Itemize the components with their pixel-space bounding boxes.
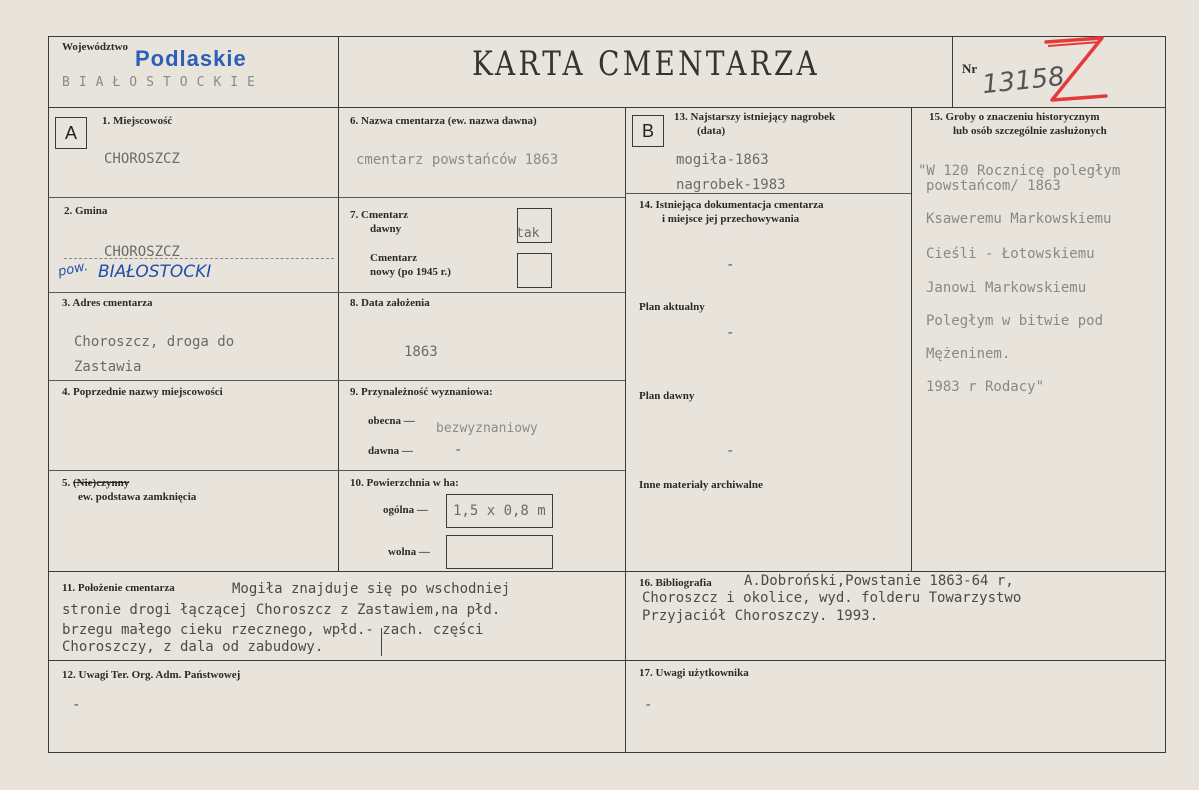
field-5-strike: (Nie): [73, 477, 97, 489]
field-5-label-line2: ew. podstawa zamknięcia: [78, 491, 197, 503]
nr-value: 13158: [980, 61, 1067, 101]
field-13-label-line2: (data): [697, 125, 726, 137]
section-b-box: B: [632, 115, 664, 147]
header-divider-1: [338, 36, 339, 108]
row-line-1: [48, 197, 625, 198]
field-15-label-line2: lub osób szczególnie zasłużonych: [953, 125, 1107, 137]
plan-aktualny-value: -: [726, 325, 735, 341]
wojewodztwo-label: Województwo: [62, 41, 128, 53]
field-11-label: 11. Położenie cmentarza: [62, 582, 175, 594]
field-10-wolna-box: [446, 535, 553, 569]
header-divider-2: [952, 36, 953, 108]
row-line-3: [48, 380, 625, 381]
field-7-nowy: nowy (po 1945 r.): [370, 266, 451, 278]
field-9-obecna-value: bezwyznaniowy: [436, 421, 538, 436]
field-1-value: CHOROSZCZ: [104, 151, 180, 167]
field-15-line-4: Cieśli - Łotowskiemu: [926, 246, 1095, 262]
frame-top: [48, 36, 1166, 37]
field-7-cmentarz2: Cmentarz: [370, 252, 418, 264]
red-z-mark: [1040, 34, 1110, 106]
field-9-dawna: dawna —: [368, 445, 413, 457]
field-2-underline: [64, 258, 334, 259]
header-bottom: [48, 107, 1166, 108]
field-9-obecna: obecna —: [368, 415, 415, 427]
inne-materialy-label: Inne materiały archiwalne: [639, 479, 763, 491]
frame-left: [48, 36, 49, 752]
col-divider-1: [338, 107, 339, 571]
field-15-line-6: Poległym w bitwie pod: [926, 313, 1104, 329]
bottom-line-2: [48, 660, 1166, 661]
frame-right: [1165, 36, 1166, 752]
pow-prefix: pow.: [56, 259, 90, 280]
field-7-dawny-value: tak: [516, 226, 540, 241]
field-15-line-2: powstańcom/ 1863: [926, 178, 1061, 194]
field-15-line-3: Ksaweremu Markowskiemu: [926, 211, 1112, 227]
field-12-value: -: [72, 697, 81, 713]
field-4-label: 4. Poprzednie nazwy miejscowości: [62, 386, 223, 398]
field-6-label: 6. Nazwa cmentarza (ew. nazwa dawna): [350, 115, 537, 127]
field-9-dawna-value: -: [454, 442, 463, 458]
wojewodztwo-typed: BIAŁOSTOCKIE: [62, 75, 264, 90]
field-11-line-1: Mogiła znajduje się po wschodniej: [232, 581, 511, 597]
plan-dawny-label: Plan dawny: [639, 390, 695, 402]
field-17-label: 17. Uwagi użytkownika: [639, 667, 749, 679]
plan-aktualny-label: Plan aktualny: [639, 301, 705, 313]
field-7-label: 7. Cmentarz: [350, 209, 409, 221]
field-9-label: 9. Przynależność wyznaniowa:: [350, 386, 493, 398]
field-5-rest: czynny: [96, 477, 130, 489]
field-11-line-3: brzegu małego cieku rzecznego, wpłd.- zach. części: [62, 622, 484, 638]
field-8-label: 8. Data założenia: [350, 297, 430, 309]
field-5-label: [62, 476, 129, 490]
field-12-label: 12. Uwagi Ter. Org. Adm. Państwowej: [62, 669, 241, 681]
field-7-dawny: dawny: [370, 223, 402, 235]
col-divider-2: [625, 107, 626, 752]
row-line-4: [48, 470, 625, 471]
nr-label: Nr: [962, 61, 978, 76]
field-11-line-2: stronie drogi łączącej Choroszcz z Zastawiem,na płd.: [62, 602, 501, 618]
field-13-value-line1: mogiła-1863: [676, 152, 769, 168]
field-16-line-3: Przyjaciół Choroszczy. 1993.: [642, 608, 879, 624]
pow-value: BIAŁOSTOCKI: [98, 262, 212, 282]
field-17-value: -: [644, 697, 653, 713]
wojewodztwo-stamp: Podlaskie: [135, 46, 247, 71]
field-11-line-4: Choroszczy, z dala od zabudowy.: [62, 639, 324, 655]
field-8-value: 1863: [404, 344, 438, 360]
field-10-ogolna: ogólna —: [383, 504, 428, 516]
field-16-line-1: A.Dobroński,Powstanie 1863-64 r,: [744, 573, 1014, 589]
field-16-label: 16. Bibliografia: [639, 577, 712, 589]
field-3-value-line1: Choroszcz, droga do: [74, 334, 235, 350]
section-a-box: A: [55, 117, 87, 149]
frame-bottom: [48, 752, 1166, 753]
field-13-label-line1: 13. Najstarszy istniejący nagrobek: [674, 111, 836, 123]
field-5-prefix: 5.: [62, 477, 71, 489]
field-15-line-5: Janowi Markowskiemu: [926, 280, 1087, 296]
row-line-2: [48, 292, 625, 293]
field-6-value: cmentarz powstańców 1863: [356, 152, 559, 168]
field-14-label-line2: i miejsce jej przechowywania: [662, 213, 800, 225]
plan-dawny-value: -: [726, 443, 735, 459]
field-2-label: 2. Gmina: [64, 205, 108, 217]
col-divider-3: [911, 107, 912, 571]
field-14-label-line1: 14. Istniejąca dokumentacja cmentarza: [639, 199, 824, 211]
field-10-ogolna-value: 1,5 x 0,8 m: [453, 503, 546, 519]
field-7-nowy-box: [517, 253, 552, 288]
page-title: KARTA CMENTARZA: [472, 44, 820, 84]
field-15-label-line1: 15. Groby o znaczeniu historycznym: [929, 111, 1100, 123]
field-10-wolna: wolna —: [388, 546, 430, 558]
field-14-value: -: [726, 257, 735, 273]
field-1-label: 1. Miejscowość: [102, 115, 173, 127]
field-10-label: 10. Powierzchnia w ha:: [350, 477, 459, 489]
field-15-line-8: 1983 r Rodacy": [926, 379, 1045, 395]
field-16-line-2: Choroszcz i okolice, wyd. folderu Towarzystwo: [642, 590, 1022, 606]
field-2-value: CHOROSZCZ: [104, 244, 180, 260]
pencil-mark: [381, 628, 382, 656]
field-3-label: 3. Adres cmentarza: [62, 297, 153, 309]
field-15-line-1: "W 120 Rocznicę poległym: [918, 163, 1121, 179]
field-3-value-line2: Zastawia: [74, 359, 142, 375]
field-15-line-7: Mężeninem.: [926, 346, 1011, 362]
field-13-value-line2: nagrobek-1983: [676, 177, 786, 193]
